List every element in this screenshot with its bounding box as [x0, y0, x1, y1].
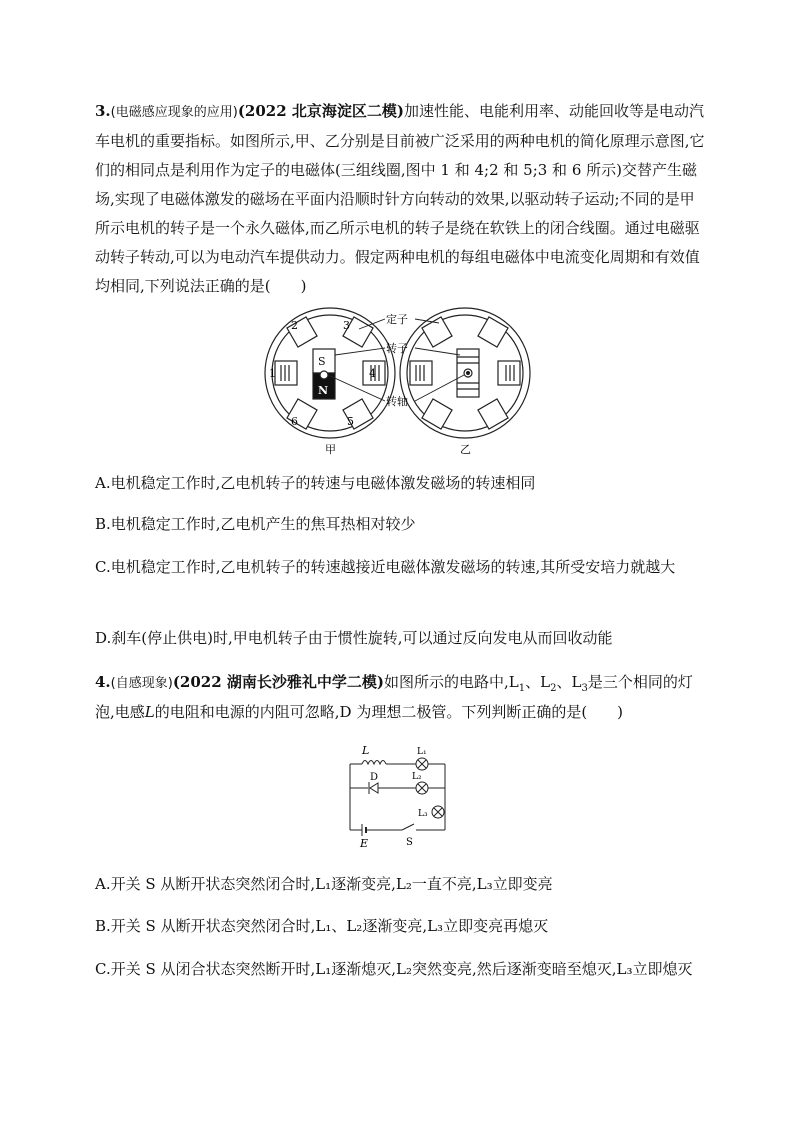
- coil-number-6: 6: [291, 415, 298, 428]
- pole-s-label: S: [318, 355, 326, 368]
- coil-number-3: 3: [343, 319, 350, 332]
- inductor-label: L: [362, 744, 370, 757]
- coil-number-5: 5: [347, 415, 354, 428]
- source-label: (2022 湖南长沙雅礼中学二模): [172, 673, 384, 691]
- q3-option-d: D.刹车(停止供电)时,甲电机转子由于惯性旋转,可以通过反向发电从而回收动能: [95, 629, 613, 647]
- coil-number-1: 1: [269, 367, 276, 380]
- topic-tag: (自感现象): [110, 676, 173, 691]
- q4-option-a: A.开关 S 从断开状态突然闭合时,L₁逐渐变亮,L₂一直不亮,L₃立即变亮: [95, 875, 553, 893]
- question-3-stem: [95, 97, 705, 301]
- shaft-label: 转轴: [386, 395, 408, 408]
- rotor-label: 转子: [386, 342, 408, 355]
- lamp-list: $L_1$、$L_2$、$L_3$: [508, 673, 588, 694]
- question-number: 4.: [95, 673, 111, 691]
- diode-label: D: [370, 772, 379, 783]
- question-text-a: 如图所示的电路中,: [384, 673, 509, 691]
- question-number: 3.: [95, 102, 111, 120]
- lamp-1-label: L₁: [417, 747, 427, 757]
- switch-label: S: [406, 837, 413, 848]
- source-label: (2022 北京海淀区二模): [237, 102, 404, 120]
- caption-yi: 乙: [460, 443, 471, 456]
- question-text: 加速性能、电能利用率、动能回收等是电动汽车电机的重要指标。如图所示,甲、乙分别是目前被广泛采用的两种电机的简化原理示意图,它们的相同点是利用作为定子的电磁体(三组线圈,图中 1 和 4;2 和 5;3 和 6 所示)交替产生磁场,实现了电磁体激发的磁场在平面内沿顺时针方向转动的效果,以驱动转子运动;不同的是甲所示电机的转子是一个永久磁体,而乙所示电机的转子是绕在软铁上的闭合线圈。通过电磁驱动转子转动,可以为电动汽车提供动力。假定两种电机的每组电磁体中电流变化周期和有效值均相同,下列说法正确的是( ): [95, 102, 705, 295]
- q3-option-c: C.电机稳定工作时,乙电机转子的转速越接近电磁体激发磁场的转速,其所受安培力就越大: [95, 558, 676, 576]
- topic-tag: (电磁感应现象的应用): [110, 105, 238, 120]
- pole-n-label: N: [318, 384, 329, 397]
- q3-option-a: A.电机稳定工作时,乙电机转子的转速与电磁体激发磁场的转速相同: [95, 474, 536, 492]
- coil-number-4: 4: [369, 367, 376, 380]
- lamp-3-label: L₃: [418, 809, 428, 819]
- coil-number-2: 2: [291, 319, 298, 332]
- question-4-stem: [95, 668, 705, 727]
- motor-yi: [400, 308, 530, 438]
- inductor-symbol: L: [144, 703, 155, 721]
- question-text-c: 的电阻和电源的内阻可忽略,D 为理想二极管。下列判断正确的是( ): [154, 703, 624, 721]
- motor-diagram: [255, 303, 540, 458]
- caption-jia: 甲: [325, 443, 336, 456]
- q4-option-b: B.开关 S 从断开状态突然闭合时,L₁、L₂逐渐变亮,L₃立即变亮再熄灭: [95, 917, 549, 935]
- lamp-2-label: L₂: [412, 772, 422, 782]
- q4-option-c: C.开关 S 从闭合状态突然断开时,L₁逐渐熄灭,L₂突然变亮,然后逐渐变暗至熄灭,L₃立即熄灭: [95, 960, 693, 978]
- question-text-b: 是三个相同的灯泡,电感: [95, 673, 693, 721]
- stator-label: 定子: [386, 313, 408, 326]
- battery-label: E: [360, 837, 369, 850]
- circuit-diagram: [340, 742, 455, 850]
- q3-option-b: B.电机稳定工作时,乙电机产生的焦耳热相对较少: [95, 515, 416, 533]
